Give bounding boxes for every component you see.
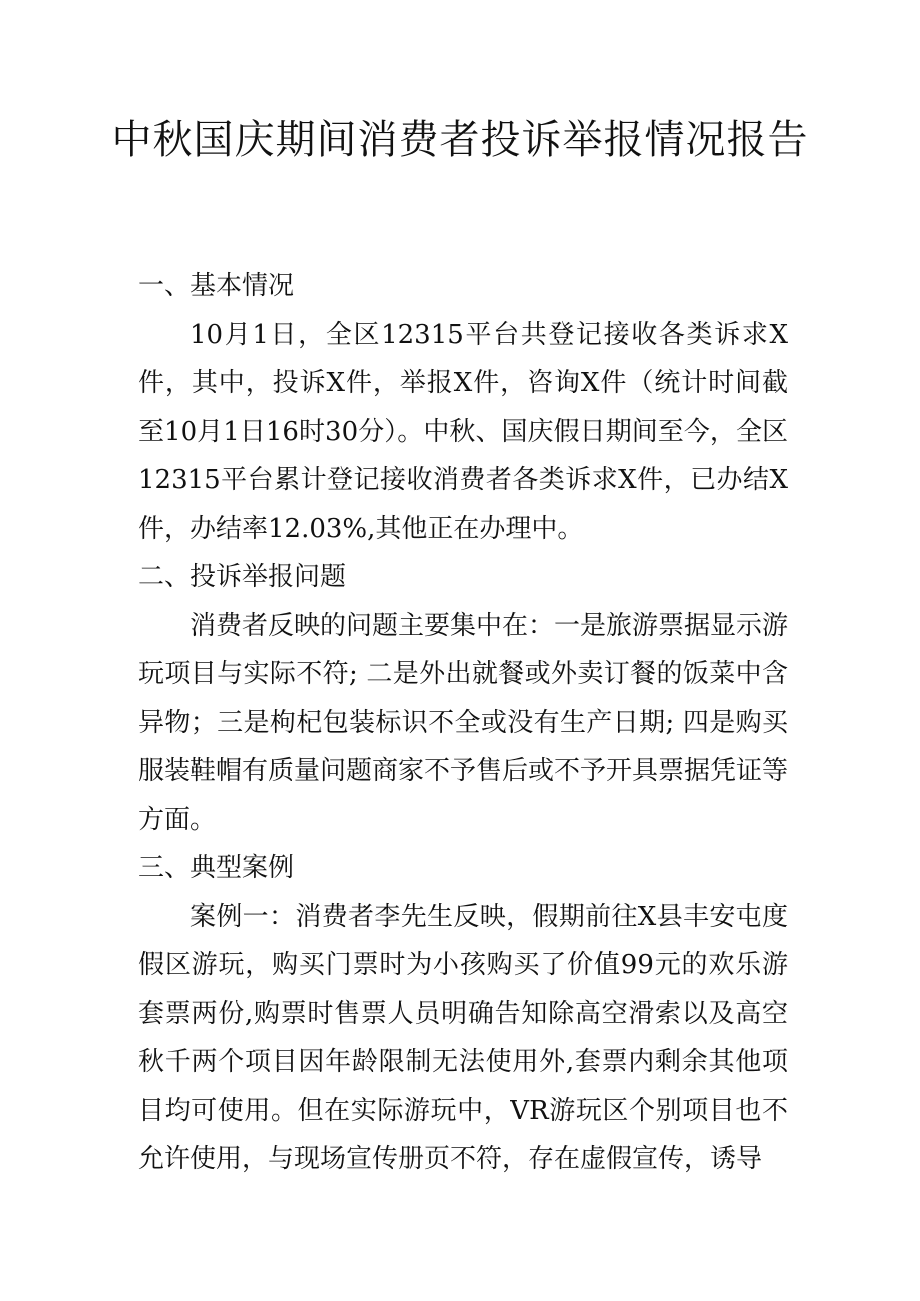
document-body — [138, 262, 788, 1184]
section-paragraph-cases: 案例一：消费者李先生反映，假期前往X县丰安屯度假区游玩，购买门票时为小孩购买了价值99元的欢乐游套票两份,购票时售票人员明确告知除高空滑索以及高空秋千两个项目因年龄限制无法使用外,套票内剩余其他项目均可使用。但在实际游玩中，VR游玩区个别项目也不允许使用，与现场宣传册页不符，存在虚假宣传，诱导 — [138, 901, 788, 1174]
section-paragraph-basic: 10月1日，全区12315平台共登记接收各类诉求X件，其中，投诉X件，举报X件，咨询X件（统计时间截至10月1日16时30分）。中秋、国庆假日期间至今，全区12315平台累计登记接收消费者各类诉求X件，已办结X件，办结率12.03%,其他正在办理中。 — [138, 319, 788, 544]
section-paragraph-issues: 消费者反映的问题主要集中在：一是旅游票据显示游玩项目与实际不符; 二是外出就餐或外卖订餐的饭菜中含异物；三是枸杞包装标识不全或没有生产日期; 四是购买服装鞋帽有质量问题商家不予售后或不予开具票据凭证等方面。 — [138, 610, 789, 835]
section-heading-issues: 二、投诉举报问题 — [138, 562, 347, 592]
section-heading-cases: 三、典型案例 — [138, 853, 295, 883]
section-heading-basic: 一、基本情况 — [138, 271, 295, 301]
document-title: 中秋国庆期间消费者投诉举报情况报告 — [111, 117, 809, 163]
